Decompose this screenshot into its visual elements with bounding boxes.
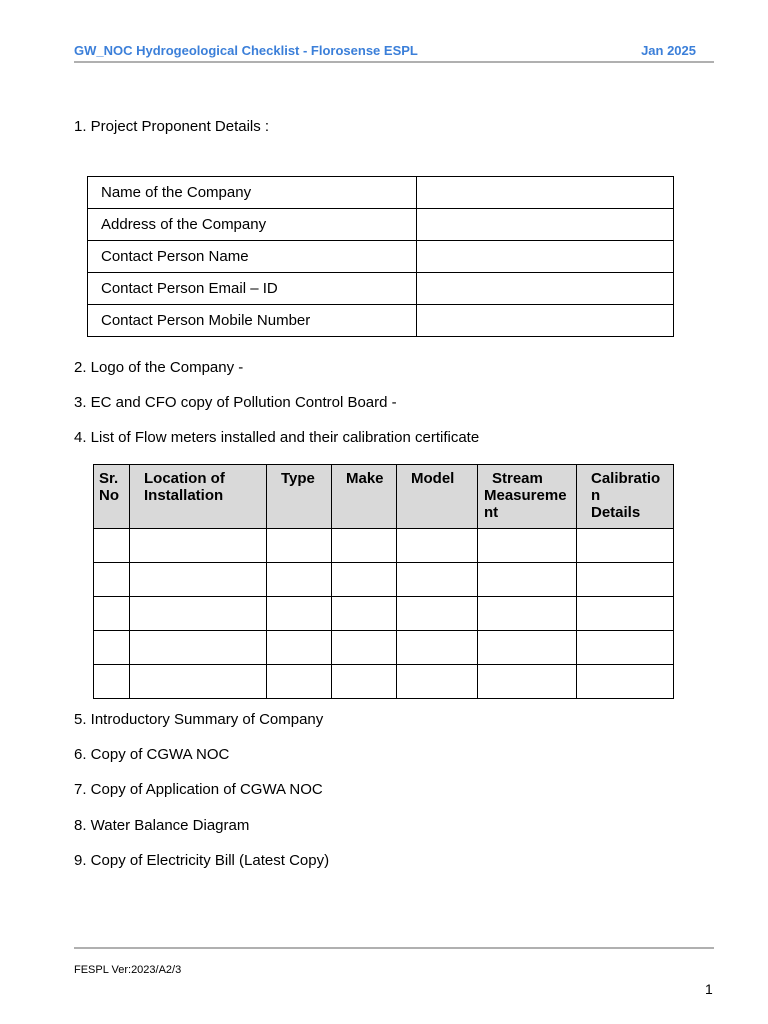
field-label: Contact Person Name [88,241,417,273]
field-value-cell[interactable] [417,305,674,337]
table-row [94,529,674,563]
item-flow-meters: 4. List of Flow meters installed and their calibration certificate [74,429,480,446]
col-header-make: Make [332,465,397,529]
field-value-cell[interactable] [417,209,674,241]
footer-divider [74,947,714,949]
item-ec-cfo: 3. EC and CFO copy of Pollution Control Board - [74,394,397,411]
col-header-stream: Stream Measureme nt [478,465,577,529]
field-label: Contact Person Email – ID [88,273,417,305]
item-electricity-bill: 9. Copy of Electricity Bill (Latest Copy) [74,852,330,869]
item-intro-summary: 5. Introductory Summary of Company [74,711,324,728]
col-header-sr-no: Sr. No [94,465,130,529]
document-title: GW_NOC Hydrogeological Checklist - Florosense ESPL [74,43,418,58]
table-row [88,209,674,241]
field-value-cell[interactable] [417,177,674,209]
item-water-balance: 8. Water Balance Diagram [74,817,250,834]
field-label: Name of the Company [88,177,417,209]
page-header [74,43,714,63]
col-header-model: Model [397,465,478,529]
footer-version: FESPL Ver:2023/A2/3 [74,964,182,976]
table-row [94,665,674,699]
table-row [88,241,674,273]
table-row [94,631,674,665]
item-project-proponent: 1. Project Proponent Details : [74,118,270,135]
field-label: Contact Person Mobile Number [88,305,417,337]
table-header-row [94,465,674,529]
field-value-cell[interactable] [417,273,674,305]
flowmeter-table [93,464,674,699]
table-row [94,563,674,597]
col-header-location: Location of Installation [130,465,267,529]
col-header-calibration: Calibratio n Details [577,465,674,529]
col-header-type: Type [267,465,332,529]
field-label: Address of the Company [88,209,417,241]
field-value-cell[interactable] [417,241,674,273]
item-cgwa-noc: 6. Copy of CGWA NOC [74,746,230,763]
table-row [88,177,674,209]
table-row [88,273,674,305]
page-number: 1 [705,981,713,997]
document-date: Jan 2025 [641,43,696,58]
item-logo: 2. Logo of the Company - [74,359,244,376]
table-row [94,597,674,631]
proponent-details-table [87,176,674,337]
item-cgwa-application: 7. Copy of Application of CGWA NOC [74,781,323,798]
table-row [88,305,674,337]
